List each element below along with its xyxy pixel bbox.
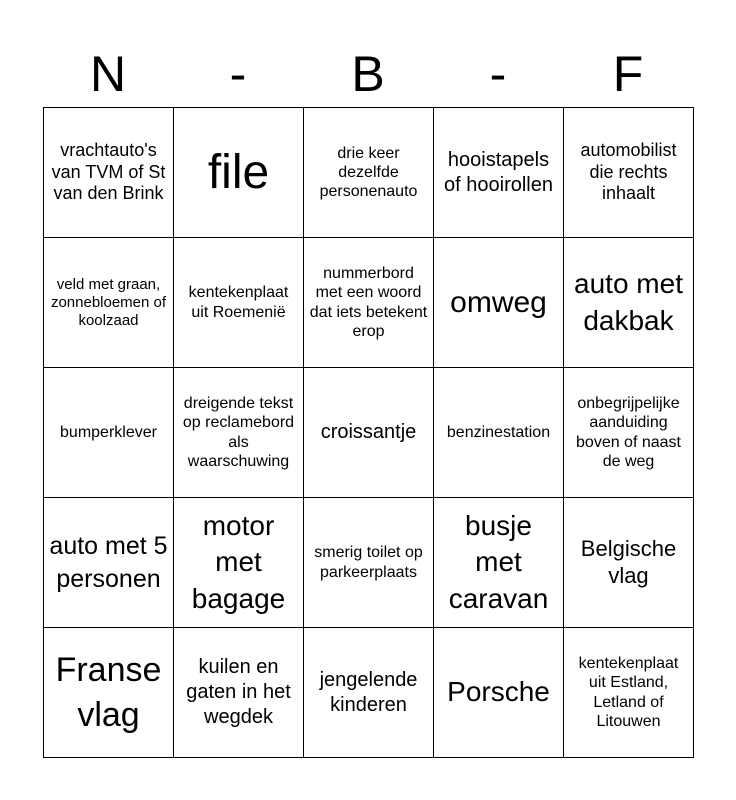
bingo-cell[interactable]: kuilen en gaten in het wegdek [174,628,304,758]
bingo-cell[interactable]: file [174,108,304,238]
header-letter-b: B [351,46,385,102]
bingo-cell[interactable]: nummerbord met een woord dat iets betekent erop [304,238,434,368]
bingo-cell[interactable]: automobilist die rechts inhaalt [564,108,694,238]
header-letter-n: N [89,46,127,102]
bingo-cell[interactable]: Porsche [434,628,564,758]
bingo-cell[interactable]: kentekenplaat uit Roemenië [174,238,304,368]
bingo-cell[interactable]: kentekenplaat uit Estland, Letland of Litouwen [564,628,694,758]
bingo-cell[interactable]: busje met caravan [434,498,564,628]
bingo-cell[interactable]: motor met bagage [174,498,304,628]
bingo-cell[interactable]: vrachtauto's van TVM of St van den Brink [44,108,174,238]
bingo-cell[interactable]: croissantje [304,368,434,498]
bingo-cell[interactable]: drie keer dezelfde personenauto [304,108,434,238]
bingo-cell[interactable]: bumperklever [44,368,174,498]
bingo-cell[interactable]: Franse vlag [44,628,174,758]
header-dash-1: - [229,46,247,102]
bingo-cell[interactable]: smerig toilet op parkeerplaats [304,498,434,628]
bingo-cell[interactable]: Belgische vlag [564,498,694,628]
bingo-cell[interactable]: benzinestation [434,368,564,498]
bingo-card [43,107,694,758]
bingo-cell[interactable]: jengelende kinderen [304,628,434,758]
bingo-cell[interactable]: veld met graan, zonnebloemen of koolzaad [44,238,174,368]
bingo-header [43,40,693,108]
header-letter-f: F [612,46,644,102]
bingo-cell[interactable]: auto met 5 personen [44,498,174,628]
header-dash-2: - [489,46,507,102]
bingo-cell[interactable]: auto met dakbak [564,238,694,368]
bingo-cell[interactable]: hooistapels of hooirollen [434,108,564,238]
bingo-cell[interactable]: omweg [434,238,564,368]
bingo-cell[interactable]: dreigende tekst op reclamebord als waarschuwing [174,368,304,498]
bingo-cell[interactable]: onbegrijpelijke aanduiding boven of naast de weg [564,368,694,498]
